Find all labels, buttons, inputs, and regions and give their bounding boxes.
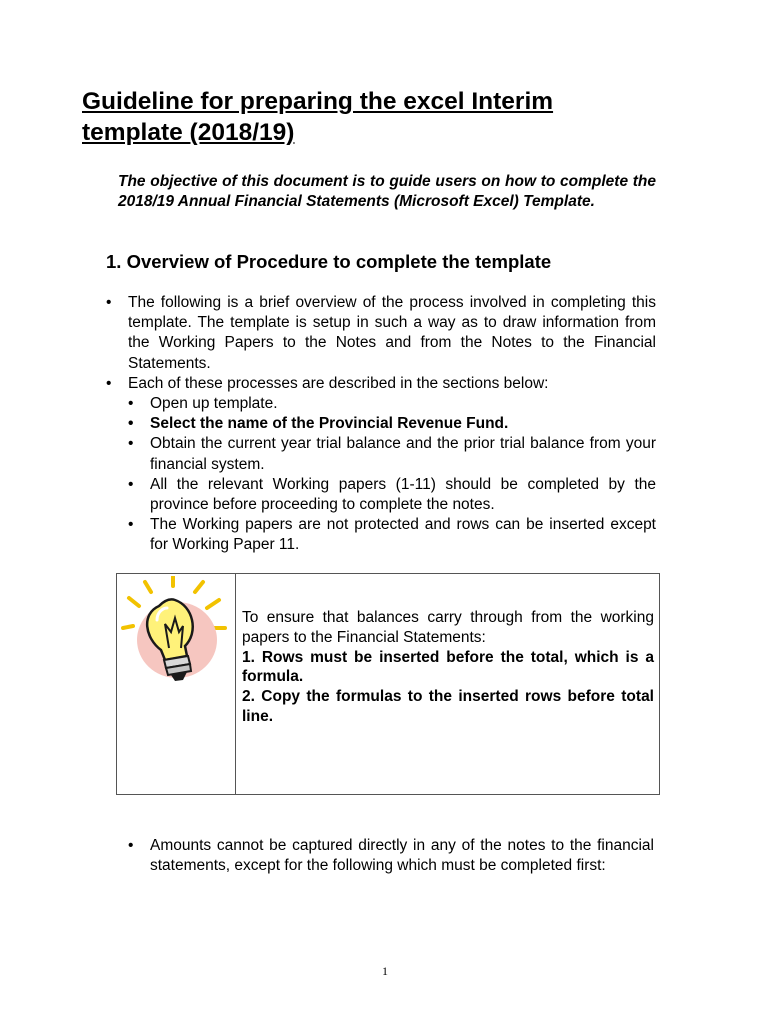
sub-bullet-not-protected: • The Working papers are not protected and rows can be inserted except for Working Paper 11. bbox=[128, 515, 656, 555]
overview-bullet-2 bbox=[106, 374, 656, 556]
sub-bullet-select-fund: • Select the name of the Provincial Revenue Fund. bbox=[128, 414, 656, 434]
page-number: 1 bbox=[382, 964, 388, 978]
overview-bullet-1: • The following is a brief overview of the process involved in completing this template. The template is setup in such a way as to draw information from the Working Papers to the Notes and from the Notes to the Financial Statements. bbox=[106, 293, 656, 374]
lightbulb-icon bbox=[121, 576, 229, 686]
sub-bullet-trial-balance: • Obtain the current year trial balance and the prior trial balance from your financial system. bbox=[128, 434, 656, 474]
section-heading-overview: 1. Overview of Procedure to complete the template bbox=[106, 251, 552, 272]
objective-paragraph: The objective of this document is to guide users on how to complete the 2018/19 Annual Financial Statements (Microsoft Excel) Template. bbox=[118, 173, 656, 210]
document-title: Guideline for preparing the excel Interim template (2018/19) bbox=[82, 88, 554, 146]
notes-bullet-list bbox=[128, 836, 654, 876]
sub-bullet-working-papers: • All the relevant Working papers (1-11) should be completed by the province before proceeding to complete the notes. bbox=[128, 475, 656, 515]
overview-bullet-list bbox=[106, 293, 656, 556]
tip-text bbox=[242, 608, 654, 727]
overview-bullet-2-text: Each of these processes are described in the sections below: bbox=[128, 374, 549, 392]
process-sub-list bbox=[128, 394, 656, 556]
tip-intro: To ensure that balances carry through from the working papers to the Financial Statements: bbox=[242, 609, 654, 646]
tip-point-2: 2. Copy the formulas to the inserted rows before total line. bbox=[242, 688, 654, 725]
tip-box bbox=[116, 573, 660, 795]
tip-icon-cell bbox=[117, 574, 236, 794]
sub-bullet-open-template: • Open up template. bbox=[128, 394, 656, 414]
notes-bullet-amounts: • Amounts cannot be captured directly in any of the notes to the financial statements, except for the following which must be completed first: bbox=[128, 836, 654, 876]
tip-point-1: 1. Rows must be inserted before the total, which is a formula. bbox=[242, 648, 654, 686]
